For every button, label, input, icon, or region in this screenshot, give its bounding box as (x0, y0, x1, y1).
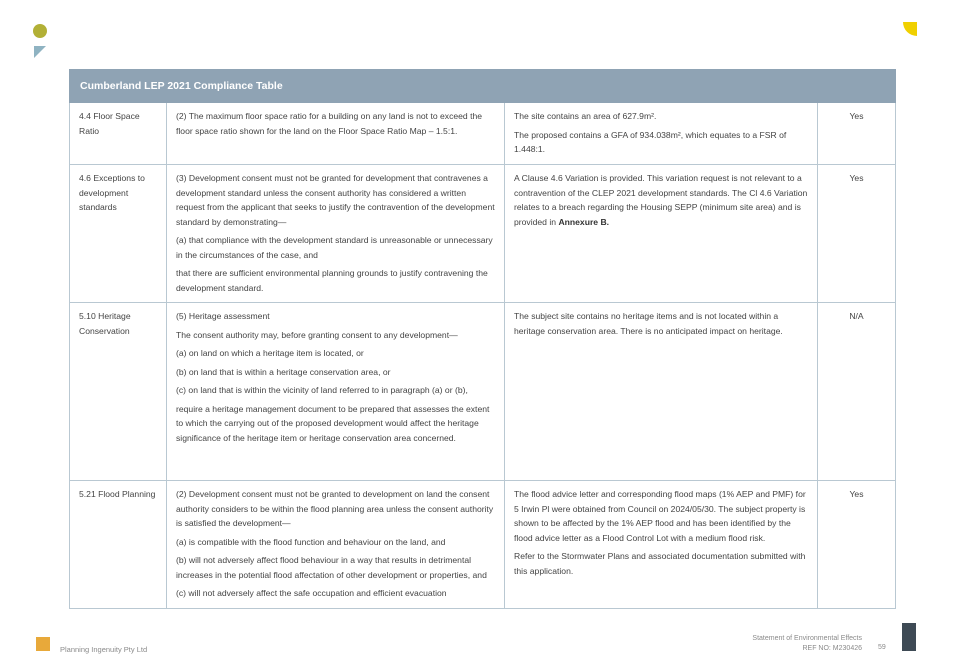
requirement-text: require a heritage management document to be prepared that assesses the extent to which the carrying out of the proposed development would affect the heritage significance of the heritage item or heritage conservation area concerned. (176, 403, 490, 443)
requirement-text: (3) Development consent must not be granted for development that contravenes a development standard unless the consent authority has considered a written request from the applicant that seeks to justify the contravention of the development standard by demonstrating— (176, 173, 495, 227)
comment-text: Refer to the Stormwater Plans and associated documentation submitted with this application. (514, 551, 806, 576)
requirement-text: (c) on land that is within the vicinity of land referred to in paragraph (a) or (b), (176, 385, 468, 395)
comment-text: The subject site contains no heritage items and is not located within a heritage conservation area. There is no anticipated impact on heritage. (514, 311, 783, 336)
footer-ref: REF NO: M230426 (802, 645, 862, 652)
comment-text-main: A Clause 4.6 Variation is provided. This variation request is not relevant to a contravention of the CLEP 2021 development standards. The Cl 4.6 Variation relates to a breach regarding the Housing SEPP (minimum site area) and is provided in (514, 173, 808, 227)
requirement-text: (2) Development consent must not be granted to development on land the consent authority considers to be within the flood planning area unless the consent authority is satisfied the development— (176, 489, 494, 528)
footer-company: Planning Ingenuity Pty Ltd (60, 645, 148, 654)
comment-cell (505, 103, 818, 165)
clause-cell: 5.21 Flood Planning (70, 481, 167, 609)
comment-text (514, 171, 808, 229)
annexure-reference: Annexure B. (558, 216, 610, 227)
comment-text: The proposed contains a GFA of 934.038m², which equates to a FSR of 1.448:1. (514, 129, 787, 154)
table-row (70, 165, 896, 303)
status-cell: Yes (818, 481, 896, 609)
comment-text: The site contains an area of 627.9m². (514, 111, 657, 121)
clause-cell: 4.4 Floor Space Ratio (70, 103, 167, 165)
requirement-cell (167, 165, 505, 303)
requirement-cell (167, 103, 505, 165)
requirement-text: (5) Heritage assessment (176, 311, 270, 321)
comment-cell (505, 165, 818, 303)
compliance-table (69, 69, 896, 609)
status-cell: Yes (818, 165, 896, 303)
clause-cell: 5.10 Heritage Conservation (70, 303, 167, 481)
status-cell: Yes (818, 103, 896, 165)
requirement-text: The consent authority may, before granting consent to any development— (176, 329, 458, 340)
comment-cell (505, 481, 818, 609)
requirement-text: (b) will not adversely affect flood behaviour in a way that results in detrimental increases in the potential flood affectation of other development or properties, and (176, 555, 487, 580)
page-number: 59 (878, 644, 886, 651)
requirement-text: (2) The maximum floor space ratio for a building on any land is not to exceed the floor space ratio shown for the land on the Floor Space Ratio Map – 1.5:1. (176, 111, 483, 136)
comment-cell (505, 303, 818, 481)
requirement-text: (a) is compatible with the flood function and behaviour on the land, and (176, 536, 446, 547)
requirement-text: (c) will not adversely affect the safe occupation and efficient evacuation (176, 588, 447, 598)
requirement-text: that there are sufficient environmental planning grounds to justify contravening the development standard. (176, 268, 488, 293)
requirement-text: (a) on land on which a heritage item is located, or (176, 348, 364, 358)
table-title: Cumberland LEP 2021 Compliance Table (70, 70, 896, 103)
requirement-cell (167, 303, 505, 481)
decorative-footer-bar (902, 623, 916, 651)
requirement-text: (b) on land that is within a heritage conservation area, or (176, 366, 391, 377)
comment-text: The flood advice letter and corresponding flood maps (1% AEP and PMF) for 5 Irwin Pl were obtained from Council on 2024/05/30. The subject property is shown to be affected by the 1% AEP flood and has been identified by the flood advice letter as a Flood Control Lot with a medium flood risk. (514, 489, 806, 543)
table-row (70, 103, 896, 165)
table-row (70, 481, 896, 609)
company-logo (36, 637, 50, 651)
footer-document-info (752, 634, 862, 654)
decorative-triangle (34, 46, 46, 58)
footer-doc-title: Statement of Environmental Effects (752, 635, 862, 642)
clause-cell: 4.6 Exceptions to development standards (70, 165, 167, 303)
requirement-text: (a) that compliance with the development standard is unreasonable or unnecessary in the circumstances of the case, and (176, 235, 493, 260)
decorative-circle (33, 24, 47, 38)
requirement-cell (167, 481, 505, 609)
status-cell: N/A (818, 303, 896, 481)
table-row (70, 303, 896, 481)
decorative-corner-shape (903, 22, 917, 36)
